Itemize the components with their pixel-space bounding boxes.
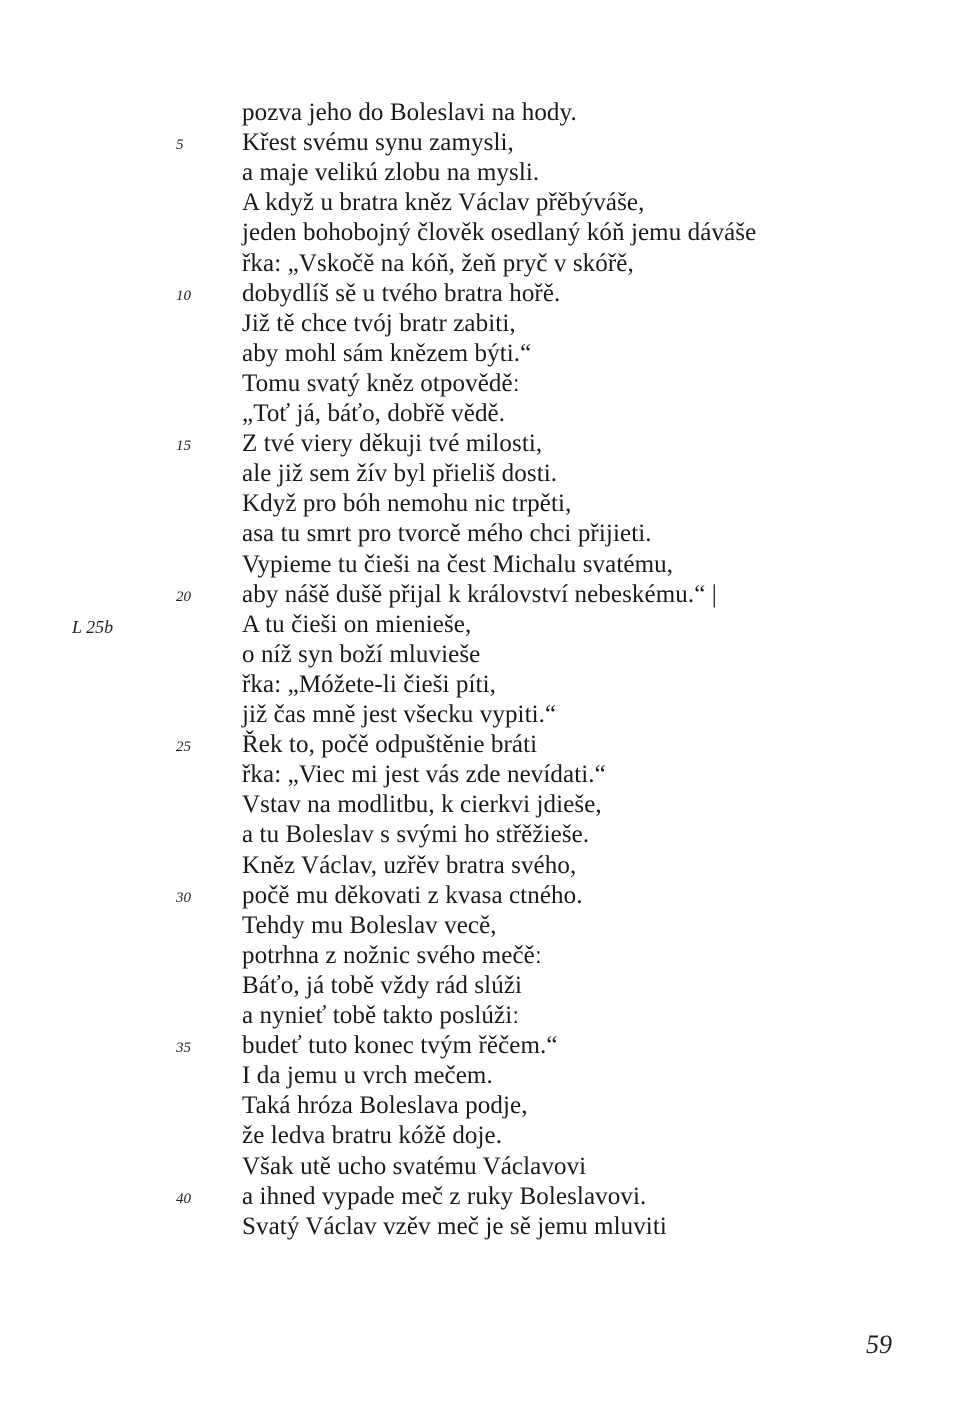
verse-line	[0, 487, 960, 521]
verse-text: Tehdy mu Boleslav vecě,	[242, 911, 497, 939]
verse-line	[0, 758, 960, 792]
verse-text: Tomu svatý kněz otpověděː	[242, 369, 520, 397]
verse-line	[0, 548, 960, 582]
verse-text: „Toť já, báťo, dobřě vědě.	[242, 400, 506, 427]
verse-text: Kněz Václav, uzřěv bratra svého,	[242, 851, 577, 879]
verse-line	[0, 999, 960, 1033]
verse-line	[0, 788, 960, 822]
verse-text: potrhna z nožnic svého mečěː	[242, 941, 542, 969]
verse-text: řka: „Móžete-li čieši píti,	[242, 670, 496, 698]
verse-line	[0, 186, 960, 220]
verse-text: o níž syn boží mluviešе	[242, 640, 481, 668]
verse-text: Taká hróza Boleslava podje,	[242, 1092, 528, 1120]
verse-line	[0, 457, 960, 491]
verse-text: a ihned vypade meč z ruky Boleslavovi.	[242, 1182, 647, 1210]
line-number: 35	[176, 1040, 191, 1057]
verse-text: aby nášě dušě přijal k království nebeskému.“ |	[242, 580, 717, 608]
verse-line	[0, 156, 960, 190]
verse-text: a maje velikú zlobu na mysli.	[242, 159, 540, 187]
verse-line	[0, 1059, 960, 1093]
verse-line	[0, 427, 960, 461]
line-number: 25	[176, 739, 191, 756]
verse-line	[0, 1180, 960, 1214]
verse-text: že ledva bratru kóžě doje.	[242, 1122, 503, 1150]
verse-line	[0, 638, 960, 672]
verse-line	[0, 818, 960, 852]
verse-text: Z tvé viery děkuji tvé milosti,	[242, 430, 543, 458]
verse-text: A když u bratra kněz Václav přěbýváše,	[242, 189, 645, 217]
folio-marker: L 25b	[72, 616, 114, 637]
line-number: 5	[176, 137, 184, 154]
verse-text: Vstav na modlitbu, k cierkvi jdiešе,	[242, 791, 602, 819]
verse-text: pozva jeho do Boleslavi na hody.	[242, 99, 577, 126]
verse-text: ale již sem žív byl přieliš dosti.	[242, 460, 558, 488]
verse-text: asa tu smrt pro tvorcě mého chci přijieti.	[242, 520, 652, 548]
verse-line	[0, 879, 960, 913]
verse-line	[0, 578, 960, 612]
line-number: 10	[176, 287, 191, 304]
verse-text: Však utě ucho svatému Václavovi	[242, 1152, 587, 1180]
verse-text: I da jemu u vrch mečem.	[242, 1062, 493, 1090]
verse-line	[0, 96, 960, 130]
verse-line	[0, 1029, 960, 1063]
verse-text: počě mu děkovati z kvasa ctného.	[242, 881, 583, 909]
verse-line	[0, 668, 960, 702]
verse-text: a tu Boleslav s svými ho střěžiešе.	[242, 821, 590, 849]
page-number: 59	[866, 1330, 892, 1359]
verse-text: Křest svému synu zamysli,	[242, 129, 514, 157]
verse-text: Když pro bóh nemohu nic trpěti,	[242, 490, 572, 518]
line-number: 40	[176, 1190, 191, 1207]
verse-text: Již tě chce tvój bratr zabiti,	[242, 309, 516, 337]
verse-line	[0, 126, 960, 160]
line-number: 20	[176, 588, 191, 605]
verse-line	[0, 337, 960, 371]
verse-line	[0, 277, 960, 311]
verse-line	[0, 1150, 960, 1184]
verse-text: aby mohl sám knězem býti.“	[242, 339, 532, 367]
line-number: 30	[176, 889, 191, 906]
verse-text: Báťo, já tobě vždy rád slúži	[242, 971, 523, 999]
verse-text: řka: „Vskočě na kóň, žeň pryč v skóřě,	[242, 249, 634, 277]
verse-line	[0, 1119, 960, 1153]
verse-text: A tu čieši on mieniešе,	[242, 610, 472, 638]
verse-line	[0, 728, 960, 762]
verse-line	[0, 247, 960, 281]
verse-line	[0, 367, 960, 401]
verse-line	[0, 397, 960, 431]
verse-line	[0, 608, 960, 642]
verse-line	[0, 969, 960, 1003]
verse-line	[0, 909, 960, 943]
verse-text: Řek to, počě odpuštěnie bráti	[242, 731, 538, 759]
verse-line	[0, 307, 960, 341]
line-number: 15	[176, 438, 191, 455]
verse-line	[0, 1210, 960, 1244]
verse-line	[0, 698, 960, 732]
verse-text: dobydlíš sě u tvého bratra hořě.	[242, 279, 561, 307]
verse-text: řka: „Viec mi jest vás zde nevídati.“	[242, 761, 606, 789]
verse-line	[0, 517, 960, 551]
verse-text: a nynieť tobě takto poslúžiː	[242, 1002, 520, 1029]
verse-text: budeť tuto konec tvým řěčem.“	[242, 1032, 558, 1060]
verse-line	[0, 216, 960, 250]
verse-text: již čas mně jest všecku vypiti.“	[242, 701, 557, 728]
verse-text: Svatý Václav vzěv meč je sě jemu mluviti	[242, 1212, 667, 1240]
verse-text: jeden bohobojný člověk osedlaný kóň jemu dáváše	[242, 219, 757, 247]
verse-text: Vypieme tu čieši na čest Michalu svatému,	[242, 550, 674, 578]
verse-line	[0, 939, 960, 973]
verse-line	[0, 849, 960, 883]
verse-line	[0, 1089, 960, 1123]
